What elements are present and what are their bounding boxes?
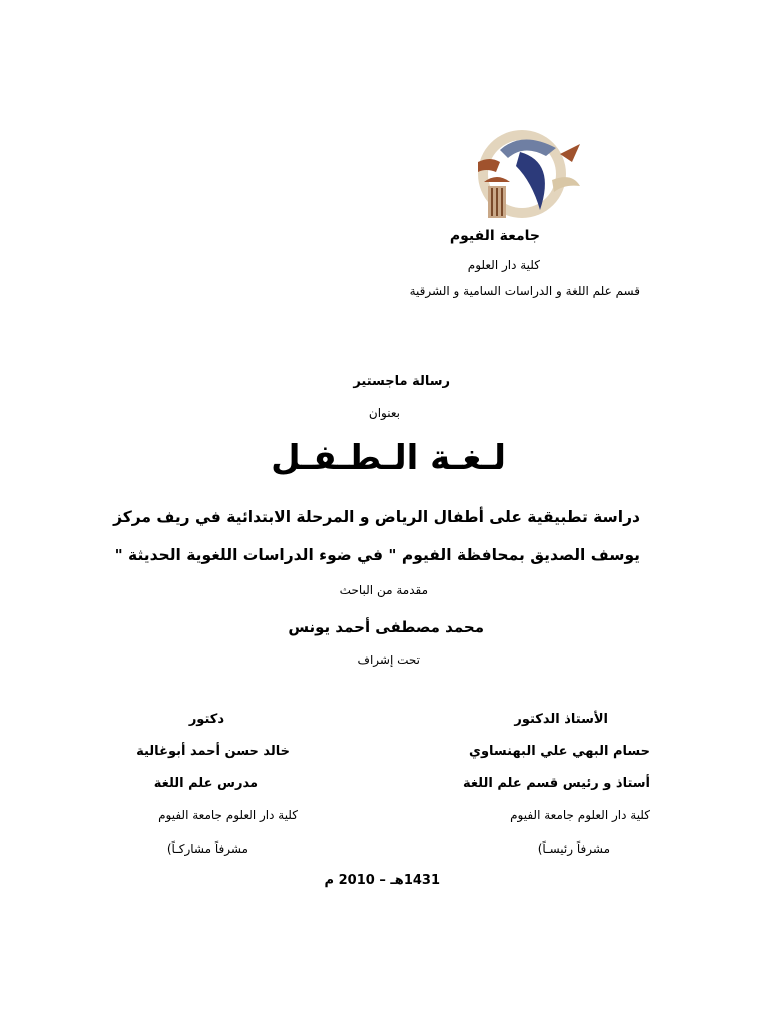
department-name: قسم علم اللغة و الدراسات السامية و الشرقية: [409, 284, 640, 298]
supervisor-main-role: مشرفاً رئيسـاً): [537, 842, 610, 856]
thesis-subtitle-line1: دراسة تطبيقية على أطفال الرياض و المرحلة الابتدائية في ريف مركز: [113, 508, 640, 526]
supervisor-co-role: مشرفاً مشاركـاً): [166, 842, 248, 856]
supervisor-co-name: خالد حسن أحمد أبوغالية: [136, 744, 290, 759]
supervisor-main-name: حسام البهي علي البهنساوي: [469, 744, 650, 759]
date-line: 1431هـ – 2010 م: [324, 873, 440, 888]
thesis-title: لـغـة الـطـفـل: [271, 438, 506, 478]
thesis-subtitle-line2: يوسف الصديق بمحافظة الفيوم " في ضوء الدراسات اللغوية الحديثة ": [114, 546, 640, 564]
supervisor-co-position: مدرس علم اللغة: [153, 776, 258, 791]
faculty-name: كلية دار العلوم: [467, 258, 540, 272]
thesis-type: رسالة ماجستير: [353, 374, 450, 389]
entitled-label: بعنوان: [368, 406, 400, 420]
university-name: جامعة الفيوم: [449, 228, 540, 244]
fayoum-university-logo-icon: [460, 122, 588, 218]
supervisor-co-affiliation: كلية دار العلوم جامعة الفيوم: [158, 808, 298, 822]
supervisor-main-rank: الأستاذ الدكتور: [514, 712, 608, 727]
researcher-name: محمد مصطفى أحمد يونس: [288, 618, 484, 636]
supervision-label: تحت إشراف: [357, 653, 420, 667]
supervisor-co-rank: دكتور: [188, 712, 224, 727]
supervisor-main-position: أستاذ و رئيس قسم علم اللغة: [462, 776, 650, 791]
supervisor-main-affiliation: كلية دار العلوم جامعة الفيوم: [510, 808, 650, 822]
presented-by-label: مقدمة من الباحث: [339, 583, 428, 597]
university-logo: [460, 122, 588, 218]
